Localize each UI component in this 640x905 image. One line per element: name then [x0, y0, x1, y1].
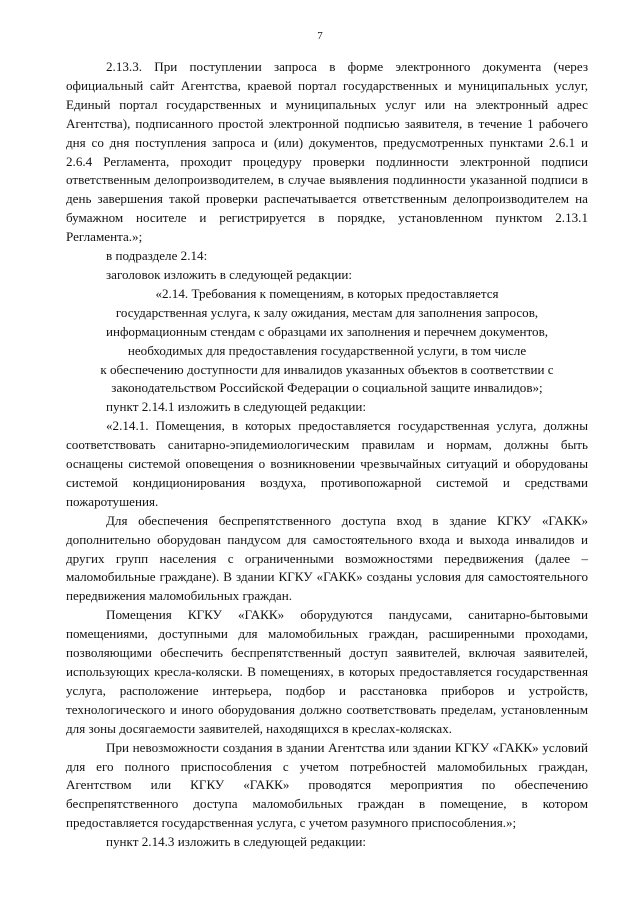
paragraph-access-entrance: Для обеспечения беспрепятственного доступа вход в здание КГКУ «ГАКК» дополнительно оборудован пандусом для самостоятельного входа и выхода инвалидов и других групп населения с ограниченными возможностями передвижения (далее – маломобильные граждане). В здании КГКУ «ГАКК» созданы условия для самостоятельного передвижения маломобильных граждан.: [66, 512, 588, 604]
paragraph-2-13-3: 2.13.3. При поступлении запроса в форме электронного документа (через официальный сайт Агентства, краевой портал государственных и муниципальных услуг, Единый портал государственных и муниципальных услуг или на электронный адрес Агентства), подписанного простой электронной подписью заявителя, в течение 1 рабочего дня со дня поступления запроса и (или) документов, предусмотренных пунктами 2.6.1 и 2.6.4 Регламента, проходит процедуру проверки подлинности электронной подписи ответственным делопроизводителем, в случае выявления подлинности указанной подписи в день завершения такой проверки распечатывается ответственным делопроизводителем на бумажном носителе и регистрируется в порядке, установленном пунктом 2.13.1 Регламента.»;: [66, 59, 588, 245]
paragraph-accommodation: При невозможности создания в здании Агентства или здании КГКУ «ГАКК» условий для его полного приспособления с учетом потребностей маломобильных граждан, Агентством или КГКУ «ГАКК» проводятся мероприятия по обеспечению беспрепятственного доступа маломобильных граждан в помещение, в котором предоставляется государственная услуга, с учетом разумного приспособления.»;: [66, 739, 588, 831]
paragraph-2-14-1-instruction: пункт 2.14.1 изложить в следующей редакции:: [106, 399, 366, 415]
heading-line: законодательством Российской Федерации о социальной защите инвалидов»;: [111, 380, 543, 396]
heading-line: информационным стендам с образцами их заполнения и перечнем документов,: [105, 323, 549, 339]
paragraph-2-14-1: «2.14.1. Помещения, в которых предоставляется государственная услуга, должны соответствовать санитарно-эпидемиологическим правилам и нормам, должны быть оснащены системой оповещения о возникновении чрезвычайных ситуаций и оборудованы системой кондиционирования воздуха, противопожарной системой и средствами пожаротушения.: [66, 418, 588, 509]
section-heading-2-14: [66, 285, 588, 398]
heading-line: «2.14. Требования к помещениям, в которых предоставляется: [155, 285, 499, 301]
heading-line: государственная услуга, к залу ожидания, местам для заполнения запросов,: [115, 304, 539, 320]
paragraph-premises-equipment: Помещения КГКУ «ГАКК» оборудуются пандусами, санитарно-бытовыми помещениями, доступными для маломобильных граждан, расширенными проходами, позволяющими обеспечить беспрепятственный доступ заявителей, включая заявителей, использующих кресла-коляски. В помещениях, в которых предоставляется государственная услуга, расположение интерьера, подбор и расстановка приборов и устройств, технологического и иного оборудования должно соответствовать пределам, установленным для зоны досягаемости заявителей, находящихся в креслах-колясках.: [66, 607, 588, 736]
paragraph-heading-instruction: заголовок изложить в следующей редакции:: [106, 266, 352, 282]
page-number: 7: [317, 30, 323, 42]
paragraph-subsection-2-14: в подразделе 2.14:: [106, 248, 208, 264]
heading-line: необходимых для предоставления государственной услуги, в том числе: [127, 342, 527, 358]
paragraph-2-14-3-instruction: пункт 2.14.3 изложить в следующей редакции:: [106, 834, 366, 850]
document-body: [66, 58, 588, 852]
heading-line: к обеспечению доступности для инвалидов указанных объектов в соответствии с: [100, 361, 554, 377]
